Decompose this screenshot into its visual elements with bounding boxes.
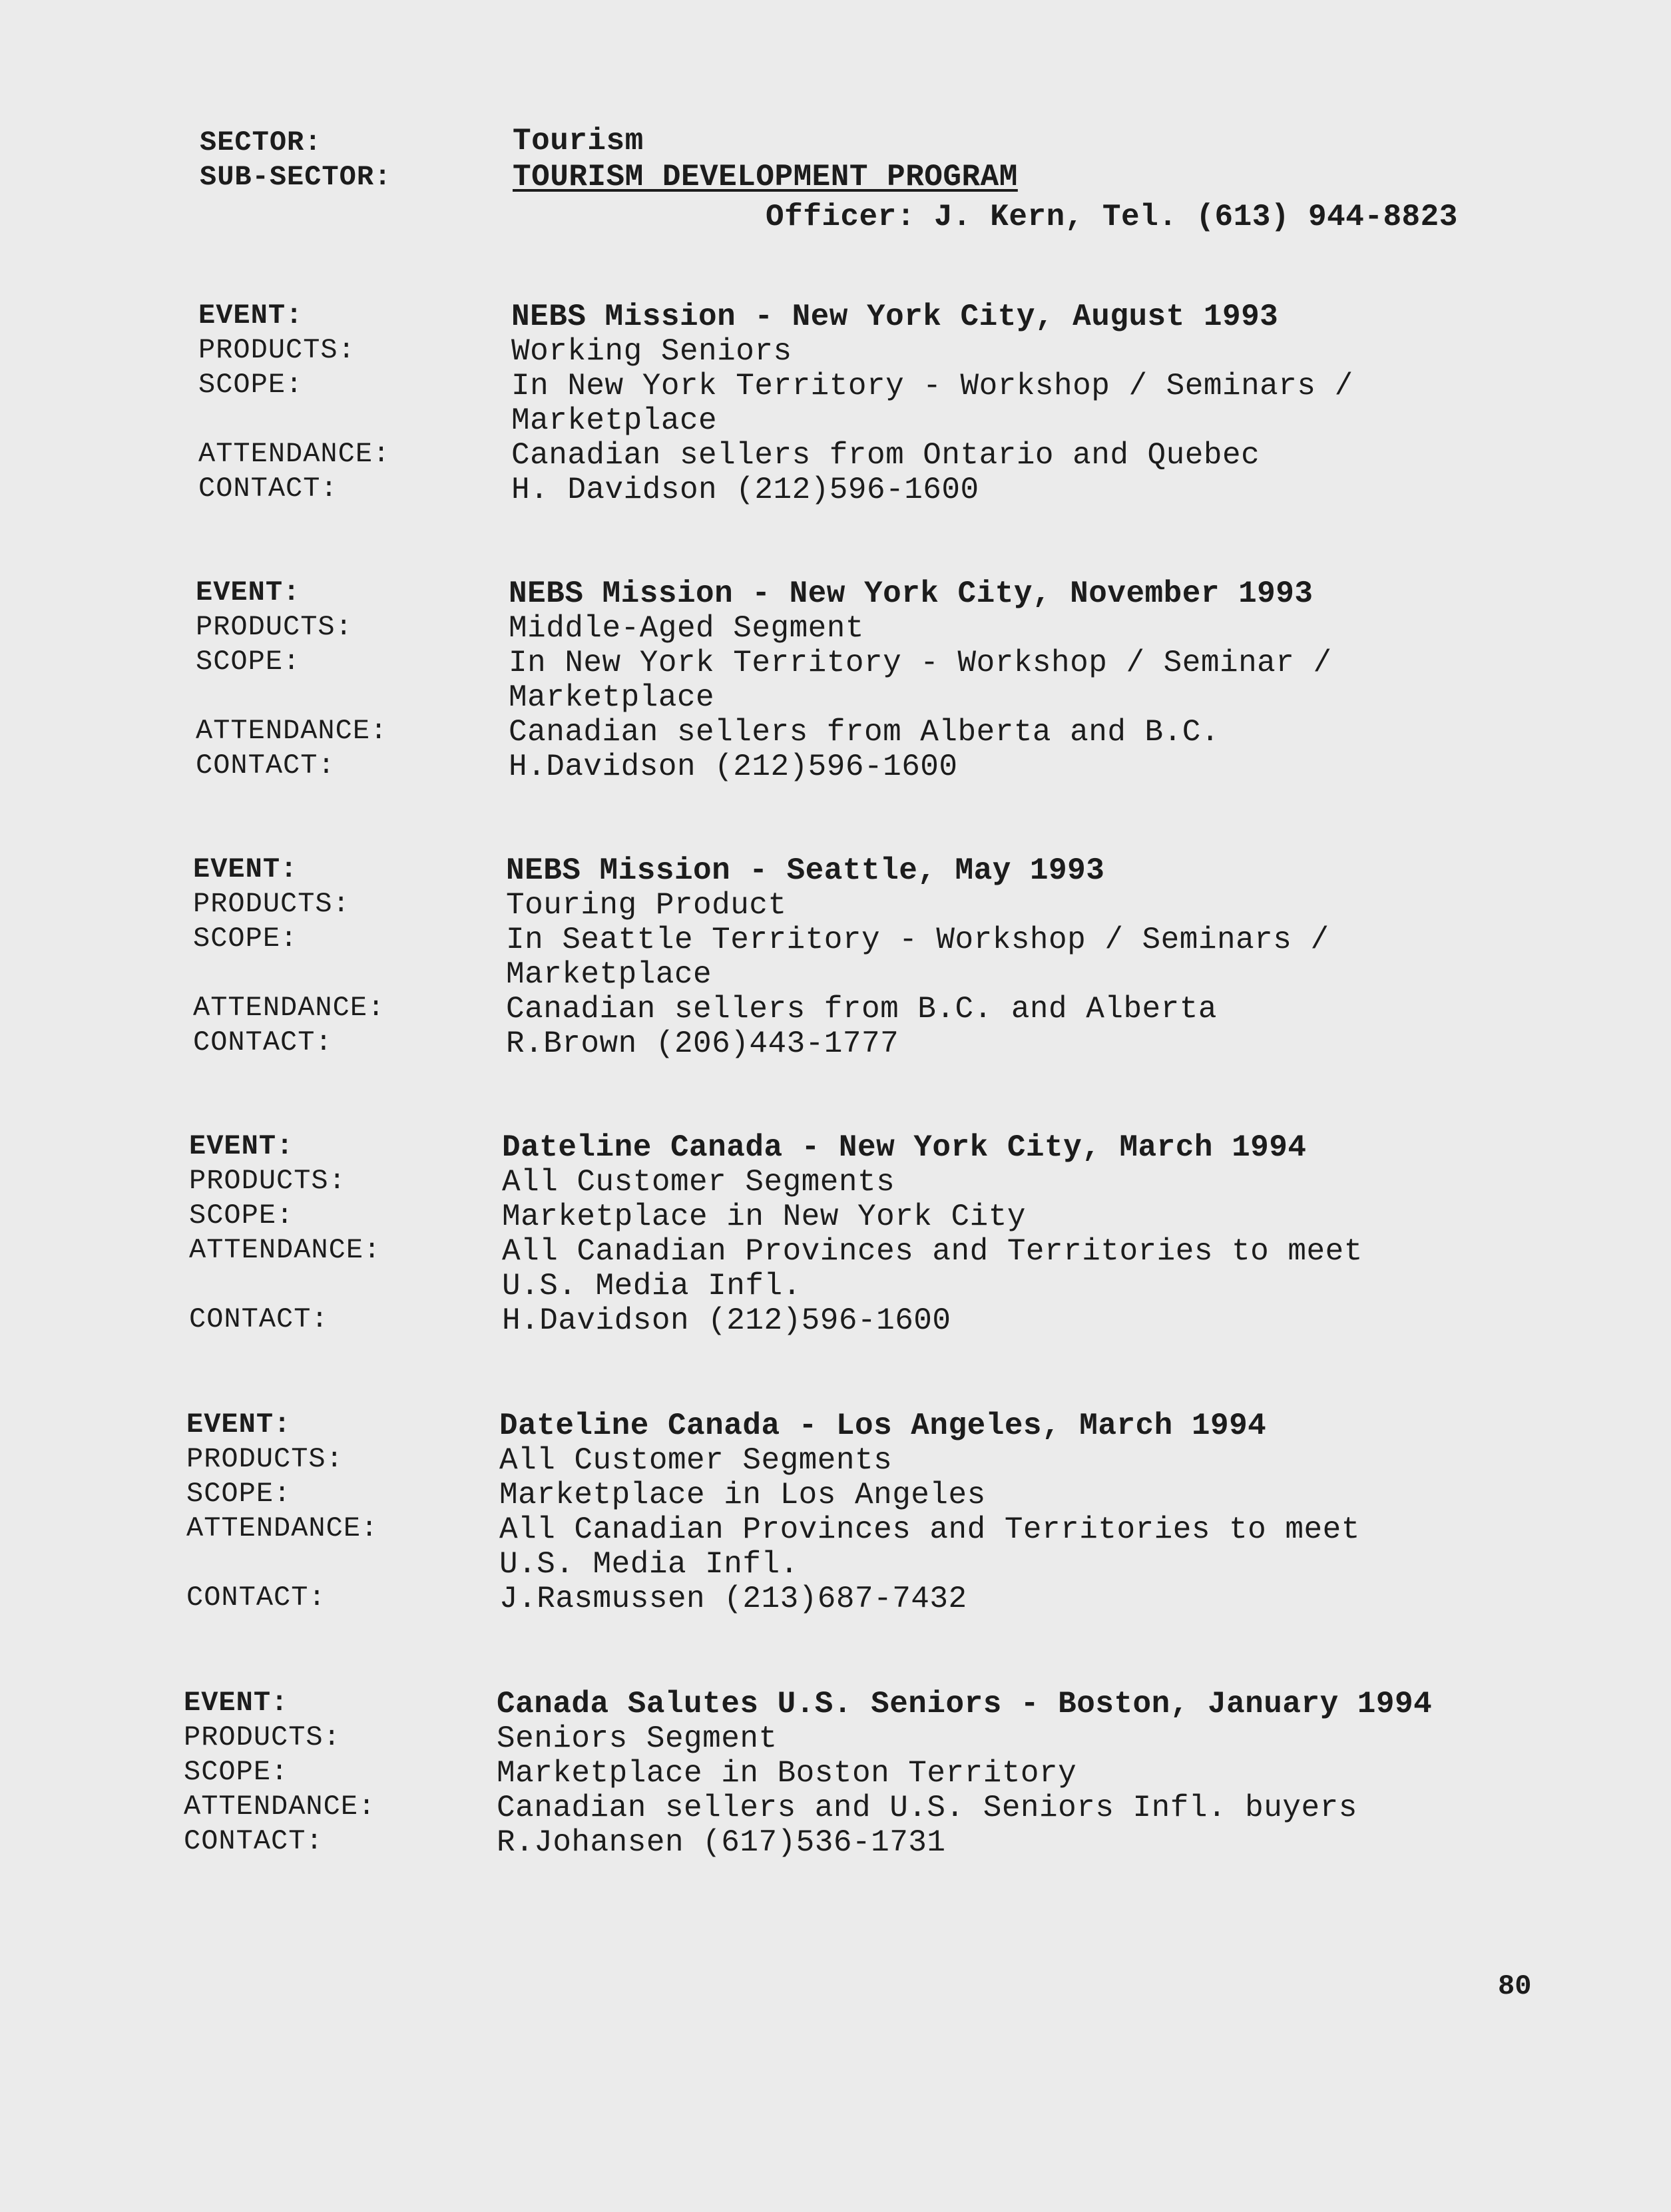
- event-block: [193, 853, 1525, 1066]
- attendance-value: Canadian sellers from Ontario and Quebec: [511, 438, 1260, 473]
- products-value: Touring Product: [506, 888, 787, 923]
- contact-label: CONTACT:: [198, 473, 338, 505]
- products-value: All Customer Segments: [499, 1443, 893, 1478]
- attendance-value: All Canadian Provinces and Territories to meet: [499, 1512, 1360, 1547]
- contact-value: H.Davidson (212)596-1600: [502, 1303, 951, 1338]
- event-block: [198, 300, 1530, 513]
- event-block: [196, 576, 1527, 789]
- event-label: EVENT:: [196, 576, 301, 608]
- header-block: [200, 126, 1564, 240]
- attendance-label: ATTENDANCE:: [186, 1512, 379, 1544]
- event-label: EVENT:: [193, 853, 298, 885]
- products-label: PRODUCTS:: [186, 1443, 344, 1475]
- page-number: 80: [1498, 1970, 1532, 2002]
- attendance-label: ATTENDANCE:: [189, 1234, 381, 1266]
- subsector-value: TOURISM DEVELOPMENT PROGRAM: [513, 160, 1018, 194]
- event-block: [184, 1687, 1549, 1867]
- scope-value: Marketplace in Boston Territory: [497, 1756, 1077, 1791]
- attendance-value-cont: U.S. Media Infl.: [502, 1269, 802, 1303]
- products-value: Seniors Segment: [497, 1721, 778, 1756]
- products-label: PRODUCTS:: [198, 334, 356, 366]
- event-block: [189, 1130, 1521, 1343]
- attendance-label: ATTENDANCE:: [193, 992, 385, 1024]
- contact-value: R.Brown (206)443-1777: [506, 1026, 899, 1061]
- contact-label: CONTACT:: [189, 1303, 329, 1335]
- officer-line: Officer: J. Kern, Tel. (613) 944-8823: [766, 200, 1458, 234]
- scope-label: SCOPE:: [196, 646, 301, 678]
- scope-value: Marketplace in New York City: [502, 1200, 1026, 1234]
- event-block: [186, 1409, 1518, 1622]
- contact-label: CONTACT:: [193, 1026, 333, 1058]
- scope-label: SCOPE:: [189, 1200, 294, 1231]
- attendance-value: Canadian sellers from B.C. and Alberta: [506, 992, 1217, 1026]
- scope-value-cont: Marketplace: [509, 680, 715, 715]
- products-value: Middle-Aged Segment: [509, 611, 864, 646]
- attendance-value: Canadian sellers and U.S. Seniors Infl. buyers: [497, 1791, 1357, 1825]
- contact-value: J.Rasmussen (213)687-7432: [499, 1582, 967, 1616]
- contact-value: H.Davidson (212)596-1600: [509, 750, 958, 784]
- scope-value: In New York Territory - Workshop / Seminar /: [509, 646, 1332, 680]
- attendance-label: ATTENDANCE:: [198, 438, 391, 470]
- products-label: PRODUCTS:: [193, 888, 350, 920]
- scope-label: SCOPE:: [184, 1756, 289, 1788]
- contact-value: H. Davidson (212)596-1600: [511, 473, 979, 507]
- scope-label: SCOPE:: [186, 1478, 292, 1510]
- scope-value: In Seattle Territory - Workshop / Seminars /: [506, 923, 1329, 957]
- scope-value-cont: Marketplace: [511, 403, 718, 438]
- products-value: Working Seniors: [511, 334, 792, 369]
- products-label: PRODUCTS:: [189, 1165, 346, 1197]
- event-label: EVENT:: [198, 300, 304, 332]
- event-title: NEBS Mission - New York City, August 1993: [511, 300, 1279, 334]
- scope-value: In New York Territory - Workshop / Seminars /: [511, 369, 1353, 403]
- contact-label: CONTACT:: [196, 750, 336, 781]
- products-value: All Customer Segments: [502, 1165, 895, 1200]
- scope-label: SCOPE:: [193, 923, 298, 955]
- attendance-label: ATTENDANCE:: [184, 1791, 376, 1823]
- sector-value: Tourism: [513, 124, 644, 158]
- scope-value-cont: Marketplace: [506, 957, 712, 992]
- contact-label: CONTACT:: [184, 1825, 324, 1857]
- products-label: PRODUCTS:: [196, 611, 353, 643]
- contact-label: CONTACT:: [186, 1582, 326, 1614]
- scope-label: SCOPE:: [198, 369, 304, 401]
- event-label: EVENT:: [184, 1687, 289, 1719]
- event-title: NEBS Mission - New York City, November 1993: [509, 576, 1313, 611]
- sector-label: SECTOR:: [200, 126, 322, 158]
- event-title: NEBS Mission - Seattle, May 1993: [506, 853, 1105, 888]
- event-title: Dateline Canada - New York City, March 1994: [502, 1130, 1307, 1165]
- event-label: EVENT:: [186, 1409, 292, 1440]
- event-title: Canada Salutes U.S. Seniors - Boston, January 1994: [497, 1687, 1433, 1721]
- contact-value: R.Johansen (617)536-1731: [497, 1825, 946, 1860]
- attendance-value-cont: U.S. Media Infl.: [499, 1547, 799, 1582]
- attendance-value: All Canadian Provinces and Territories to meet: [502, 1234, 1363, 1269]
- scope-value: Marketplace in Los Angeles: [499, 1478, 986, 1512]
- attendance-label: ATTENDANCE:: [196, 715, 388, 747]
- event-title: Dateline Canada - Los Angeles, March 1994: [499, 1409, 1267, 1443]
- products-label: PRODUCTS:: [184, 1721, 341, 1753]
- attendance-value: Canadian sellers from Alberta and B.C.: [509, 715, 1220, 750]
- event-label: EVENT:: [189, 1130, 294, 1162]
- subsector-label: SUB-SECTOR:: [200, 161, 392, 193]
